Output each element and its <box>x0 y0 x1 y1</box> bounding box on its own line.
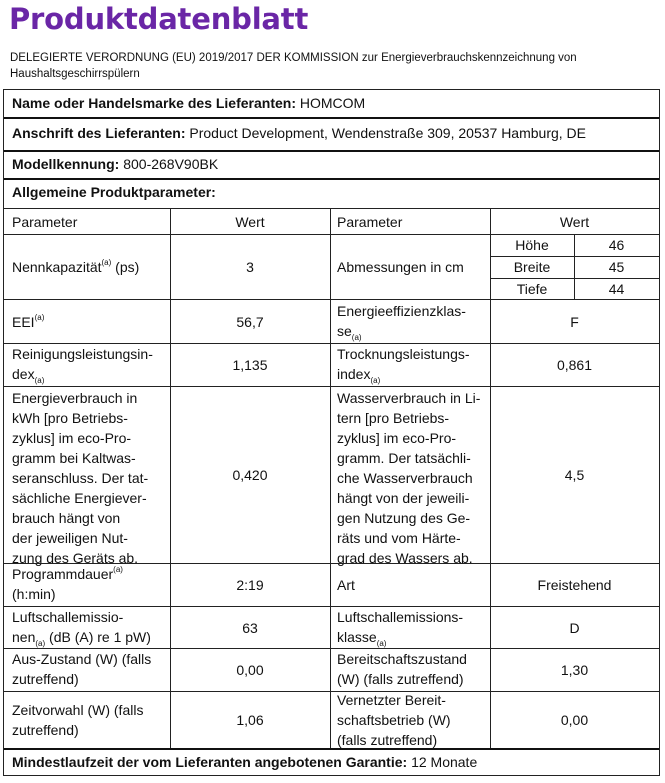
standby-value: 1,30 <box>560 662 589 678</box>
energy-consumption-label-line: sächliche Energiever- <box>12 490 147 506</box>
supplier-address-row <box>12 123 586 143</box>
guarantee-value: 12 Monate <box>411 754 478 770</box>
delay-start-label: Zeitvorwahl (W) (falls zutreffend) <box>12 702 144 738</box>
column-header-value-left: Wert <box>235 214 265 230</box>
depth-label: Tiefe <box>516 281 548 297</box>
energy-consumption-label-line: kWh [pro Betriebs- <box>12 410 128 426</box>
height-value: 46 <box>608 237 625 253</box>
delay-start-value: 1,06 <box>236 712 264 728</box>
energy-consumption-label-line: seranschluss. Der tat- <box>12 470 149 486</box>
energy-consumption-label-line: der jeweiligen Nut- <box>12 530 128 546</box>
model-row <box>12 154 218 174</box>
model-value: 800-268V90BK <box>123 156 219 172</box>
energy-consumption-label-line: gramm bei Kaltwas- <box>12 450 136 466</box>
energy-consumption-label <box>12 388 162 568</box>
column-header-parameter-left: Parameter <box>12 214 78 230</box>
type-value: Freistehend <box>537 577 612 593</box>
column-header-value-right: Wert <box>559 214 590 230</box>
dimensions-label: Abmessungen in cm <box>337 259 464 275</box>
height-label: Höhe <box>515 237 549 253</box>
supplier-name-row <box>12 93 365 113</box>
column-header-parameter-right: Parameter <box>337 214 403 230</box>
supplier-address-label: Anschrift des Lieferanten: <box>12 125 186 141</box>
water-consumption-label-line: räts und vom Härte- <box>337 530 461 546</box>
supplier-address-value: Product Development, Wendenstraße 309, 20537 Hamburg, DE <box>189 125 587 141</box>
water-consumption-label-line: grad des Wassers ab. <box>337 550 473 566</box>
water-consumption-value: 4,5 <box>564 467 585 483</box>
water-consumption-label <box>337 388 485 568</box>
type-label: Art <box>337 577 355 593</box>
energy-class-label: Energieeffizienzklas- $se_{(a)}$ <box>337 303 466 342</box>
guarantee-label: Mindestlaufzeit der vom Lieferanten angebotenen Garantie: <box>12 754 408 770</box>
off-mode-value: 0,00 <box>236 662 264 678</box>
guarantee-row <box>12 752 477 772</box>
energy-consumption-label-line: zung des Geräts ab. <box>12 550 139 566</box>
standby-label: Bereitschaftszustand (W) (falls zutreffend) <box>337 651 467 687</box>
depth-value: 44 <box>608 281 625 297</box>
cleaning-index-value: 1,135 <box>232 357 268 373</box>
water-consumption-label-line: zyklus] im eco-Pro- <box>337 430 457 446</box>
product-data-sheet <box>3 89 660 776</box>
networked-standby-label: Vernetzter Bereit- schaftsbetrieb (W) (falls zutreffend) <box>337 692 451 748</box>
width-label: Breite <box>513 259 551 275</box>
supplier-name-label: Name oder Handelsmarke des Lieferanten: <box>12 95 296 111</box>
water-consumption-label-line: che Wasserverbrauch <box>337 470 473 486</box>
networked-standby-value: 0,00 <box>560 712 589 728</box>
eei-label: EEI$^{(a)}$ <box>12 313 45 330</box>
energy-consumption-label-line: zyklus] im eco-Pro- <box>12 430 132 446</box>
cleaning-index-label: Reinigungsleistungsin- dex$_{(a)}$ <box>12 346 153 385</box>
noise-class-value: D <box>569 620 580 636</box>
capacity-label: Nennkapazität$^{(a)}$ (ps) <box>12 258 140 275</box>
regulation-subtitle: DELEGIERTE VERORDNUNG (EU) 2019/2017 DER KOMMISSION zur Energieverbrauchskennzeichnung von Haushaltsgeschirrspülern <box>10 52 577 80</box>
off-mode-label: Aus-Zustand (W) (falls zutreffend) <box>12 651 152 687</box>
general-parameters-heading: Allgemeine Produktparameter: <box>12 184 216 200</box>
supplier-name-value: HOMCOM <box>299 95 366 111</box>
drying-index-label: Trocknungsleistungs- index$_{(a)}$ <box>337 346 470 385</box>
energy-consumption-label-line: brauch hängt von <box>12 510 121 526</box>
water-consumption-label-line: tern [pro Betriebs- <box>337 410 450 426</box>
page-title: Produktdatenblatt <box>9 2 309 36</box>
width-value: 45 <box>608 259 625 275</box>
energy-consumption-value: 0,420 <box>232 467 268 483</box>
program-duration-label: Programmdauer$^{(a)}$ (h:min) <box>12 565 123 602</box>
program-duration-value: 2:19 <box>236 577 264 593</box>
eei-value: 56,7 <box>236 314 264 330</box>
water-consumption-label-line: gen Nutzung des Ge- <box>337 510 471 526</box>
capacity-value: 3 <box>246 259 254 275</box>
energy-class-value: F <box>570 314 579 330</box>
model-label: Modellkennung: <box>12 156 120 172</box>
water-consumption-label-line: gramm. Der tatsächli- <box>337 450 471 466</box>
noise-class-label: Luftschallemissions- klasse$_{(a)}$ <box>337 609 464 648</box>
water-consumption-label-line: Wasserverbrauch in Li- <box>337 390 481 406</box>
noise-emission-label: Luftschallemissio- nen$_{(a)}$ (dB (A) re 1 pW) <box>12 609 151 648</box>
drying-index-value: 0,861 <box>556 357 593 373</box>
energy-consumption-label-line: Energieverbrauch in <box>12 390 138 406</box>
water-consumption-label-line: hängt von der jeweili- <box>337 490 470 506</box>
noise-emission-value: 63 <box>242 620 258 636</box>
